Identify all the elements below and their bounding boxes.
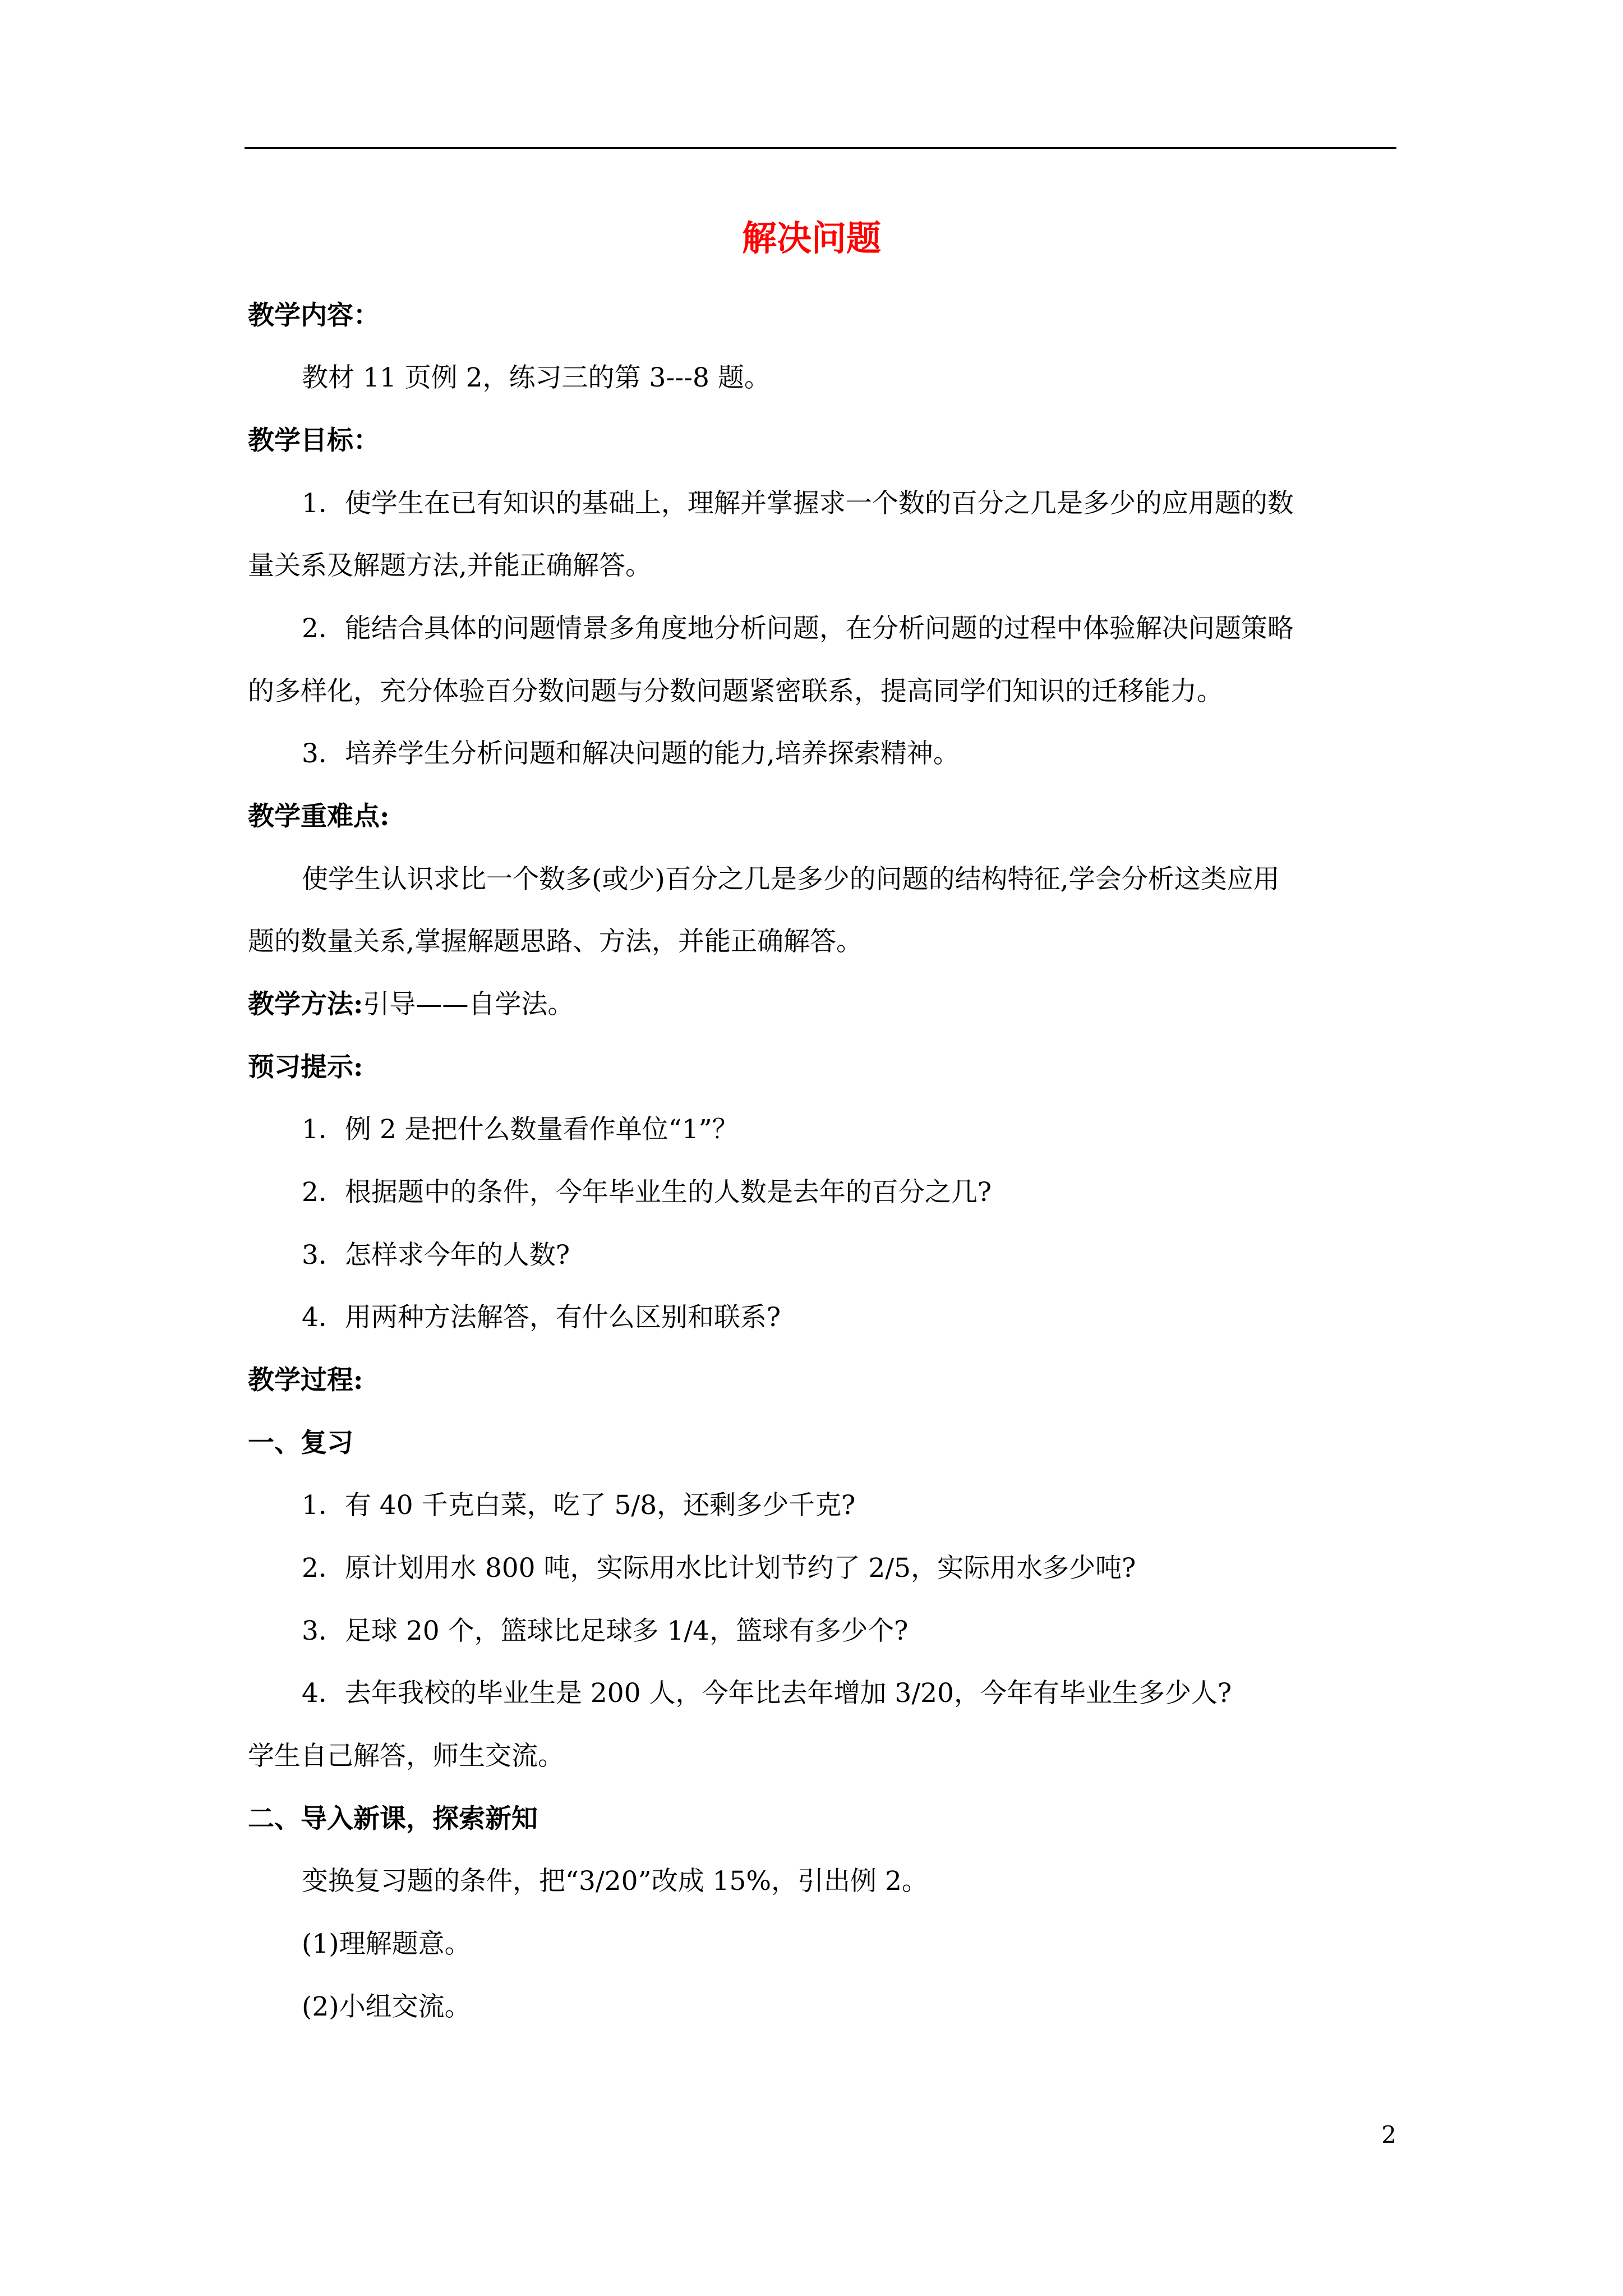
paragraph-line: 变换复习题的条件，把“3/20”改成 15%，引出例 2。: [302, 1866, 928, 1897]
paragraph-line: 学生自己解答，师生交流。: [248, 1741, 564, 1772]
document-title: 解决问题: [741, 218, 881, 259]
header-rule: [245, 147, 1396, 149]
page-number: 2: [1381, 2121, 1396, 2148]
paragraph-line: 3．培养学生分析问题和解决问题的能力,培养探索精神。: [302, 738, 960, 769]
heading-new-lesson: 二、导入新课，探索新知: [248, 1803, 538, 1834]
list-item: 1．例 2 是把什么数量看作单位“1”？: [302, 1114, 739, 1145]
list-item: (2)小组交流。: [302, 1991, 471, 2022]
paragraph-line: 教材 11 页例 2，练习三的第 3---8 题。: [302, 362, 771, 393]
heading-preview-tips: 预习提示:: [248, 1052, 363, 1083]
heading-teaching-process: 教学过程:: [248, 1365, 363, 1396]
list-item: 3．足球 20 个，篮球比足球多 1/4，篮球有多少个?: [302, 1616, 909, 1646]
list-item: 2．根据题中的条件，今年毕业生的人数是去年的百分之几?: [302, 1177, 992, 1208]
teaching-method-text: 引导——自学法。: [363, 989, 574, 1020]
paragraph-line: 2．能结合具体的问题情景多角度地分析问题，在分析问题的过程中体验解决问题策略: [302, 613, 1294, 644]
paragraph-line: 量关系及解题方法,并能正确解答。: [248, 550, 652, 581]
list-item: 3．怎样求今年的人数?: [302, 1240, 570, 1271]
list-item: 4．去年我校的毕业生是 200 人，今年比去年增加 3/20，今年有毕业生多少人?: [302, 1678, 1232, 1709]
list-item: 1．有 40 千克白菜，吃了 5/8，还剩多少千克?: [302, 1490, 856, 1521]
list-item: (1)理解题意。: [302, 1929, 471, 1959]
heading-teaching-method: 教学方法:: [248, 989, 363, 1020]
paragraph-line: 1．使学生在已有知识的基础上，理解并掌握求一个数的百分之几是多少的应用题的数: [302, 488, 1294, 519]
paragraph-line: 题的数量关系,掌握解题思路、方法，并能正确解答。: [248, 926, 863, 957]
heading-review: 一、复习: [248, 1428, 353, 1458]
paragraph-line: 的多样化，充分体验百分数问题与分数问题紧密联系，提高同学们知识的迁移能力。: [248, 676, 1223, 707]
list-item: 4．用两种方法解答，有什么区别和联系?: [302, 1302, 781, 1333]
paragraph-line: 使学生认识求比一个数多(或少)百分之几是多少的问题的结构特征,学会分析这类应用: [302, 864, 1280, 895]
teaching-method-line: [248, 988, 574, 1022]
heading-key-points: 教学重难点:: [248, 801, 390, 832]
list-item: 2．原计划用水 800 吨，实际用水比计划节约了 2/5，实际用水多少吨?: [302, 1553, 1136, 1584]
heading-teaching-goals: 教学目标：: [248, 425, 380, 456]
heading-teaching-content: 教学内容：: [248, 300, 380, 331]
